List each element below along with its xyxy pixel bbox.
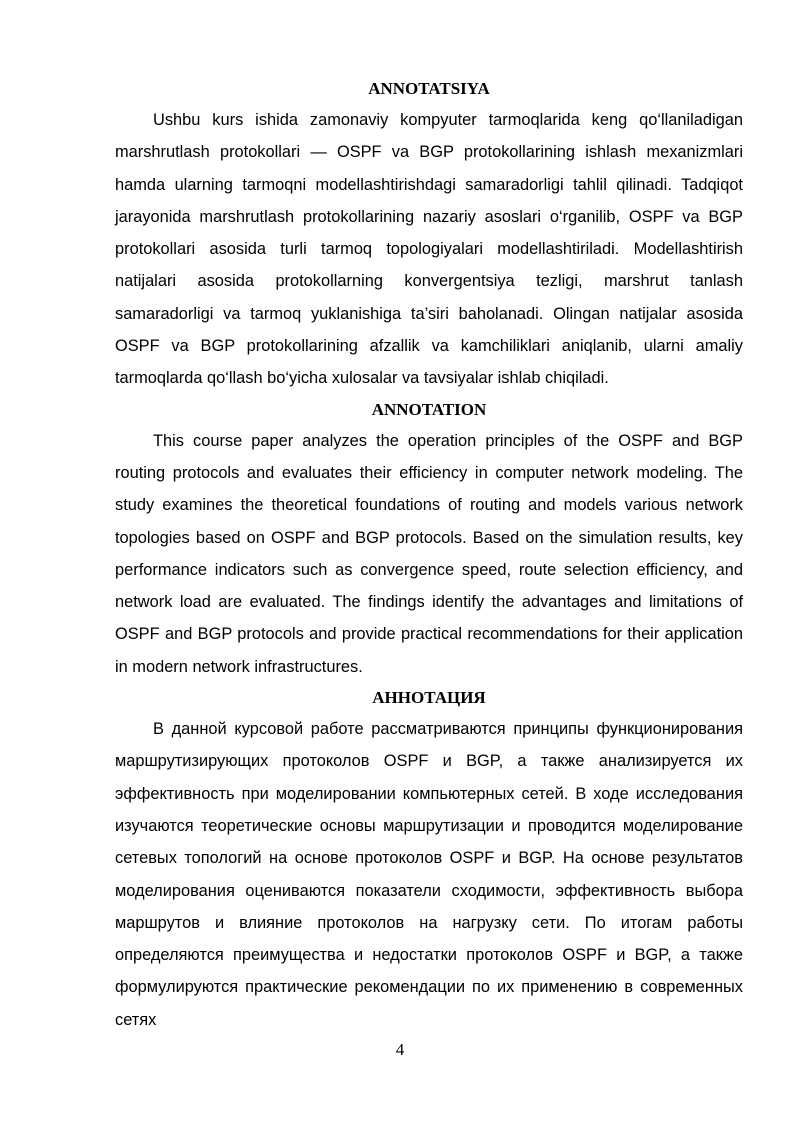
annotation-heading: ANNOTATION — [371, 399, 487, 419]
annotatsiya-ru-paragraph: В данной курсовой работе рассматриваются принципы функционирования маршрутизирующих протоколов OSPF и BGP, а также анализируется их эффективность при моделировании компьютерных сетей. В ходе исследования изучаются теоретические основы маршрутизации и проводится моделирование сетевых топологий на основе протоколов OSPF и BGP. На основе результатов моделирования оцениваются показатели сходимости, эффективность выбора маршрутов и влияние протоколов на нагрузку сети. По итогам работы определяются преимущества и недостатки протоколов OSPF и BGP, а также формулируются практические рекомендации по их применению в современных сетях — [115, 720, 743, 1029]
page-number: 4 — [395, 1040, 405, 1059]
annotatsiya-heading: ANNOTATSIYA — [368, 79, 490, 98]
annotatsiya-ru-heading: АННОТАЦИЯ — [372, 688, 486, 708]
page-content — [115, 74, 743, 1036]
annotatsiya-paragraph: Ushbu kurs ishida zamonaviy kompyuter tarmoqlarida keng qo‘llaniladigan marshrutlash protokollari — OSPF va BGP protokollarining ishlash mexanizmlari hamda ularning tarmoqni modellashtirishdagi samaradorligi tahlil qilinadi. Tadqiqot jarayonida marshrutlash protokollarining nazariy asoslari o‘rganilib, OSPF va BGP protokollari asosida turli tarmoq topologiyalari modellashtiriladi. Modellashtirish natijalari asosida protokollarning konvergentsiya tezligi, marshrut tanlash samaradorligi va tarmoq yuklanishiga ta’siri baholanadi. Olingan natijalar asosida OSPF va BGP protokollarining afzallik va kamchiliklari aniqlanib, ularni amaliy tarmoqlarda qo‘llash bo‘yicha xulosalar va tavsiyalar ishlab chiqiladi. — [115, 111, 743, 388]
annotation-paragraph: This course paper analyzes the operation principles of the OSPF and BGP routing protocols and evaluates their efficiency in computer network modeling. The study examines the theoretical foundations of routing and models various network topologies based on OSPF and BGP protocols. Based on the simulation results, key performance indicators such as convergence speed, route selection efficiency, and network load are evaluated. The findings identify the advantages and limitations of OSPF and BGP protocols and provide practical recommendations for their application in modern network infrastructures. — [115, 431, 743, 676]
